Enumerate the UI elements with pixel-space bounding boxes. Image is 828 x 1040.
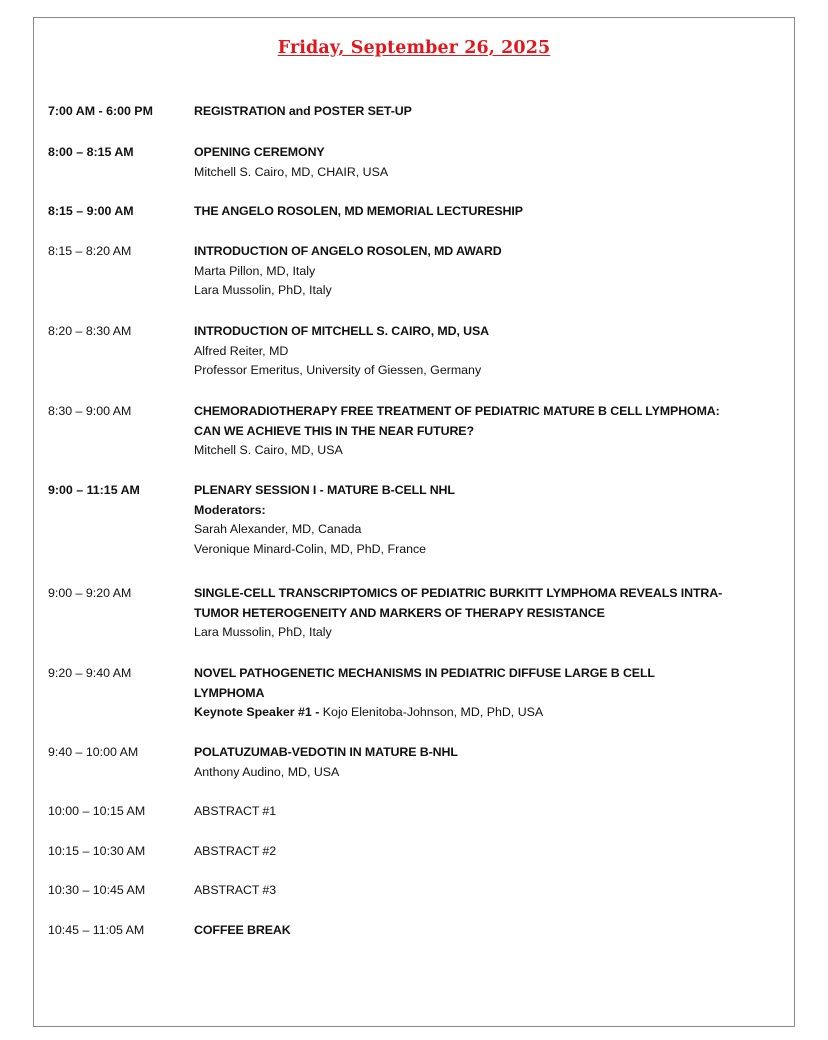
- entry-title: NOVEL PATHOGENETIC MECHANISMS IN PEDIATRIC DIFFUSE LARGE B CELL: [194, 666, 655, 680]
- moderator: Sarah Alexander, MD, Canada: [194, 522, 362, 536]
- keynote-speaker: Kojo Elenitoba-Johnson, MD, PhD, USA: [319, 705, 544, 719]
- entry-title: CHEMORADIOTHERAPY FREE TREATMENT OF PEDIATRIC MATURE B CELL LYMPHOMA:: [194, 404, 720, 418]
- entry-content: [194, 102, 788, 122]
- entry-content: [194, 481, 788, 559]
- entry-speaker: Anthony Audino, MD, USA: [194, 764, 340, 779]
- entry-title: OPENING CEREMONY: [194, 145, 325, 159]
- page-title: Friday, September 26, 2025: [277, 38, 551, 58]
- entry-title: TUMOR HETEROGENEITY AND MARKERS OF THERAPY RESISTANCE: [194, 605, 605, 620]
- entry-time: 9:00 – 9:20 AM: [48, 586, 132, 600]
- entry-time: 9:40 – 10:00 AM: [48, 745, 139, 759]
- entry-content: [194, 584, 788, 643]
- entry-time: 9:20 – 9:40 AM: [48, 666, 132, 680]
- entry-time: 8:00 – 8:15 AM: [48, 145, 134, 159]
- entry-time: 8:20 – 8:30 AM: [48, 324, 132, 338]
- entry-speaker: Mitchell S. Cairo, MD, USA: [194, 443, 343, 457]
- entry-time: 8:15 – 8:20 AM: [48, 244, 132, 258]
- keynote-line: [194, 703, 788, 723]
- entry-title: ABSTRACT #1: [194, 804, 276, 818]
- entry-content: [194, 743, 788, 782]
- keynote-label: Keynote Speaker #1 -: [194, 705, 320, 719]
- entry-title: REGISTRATION and POSTER SET-UP: [194, 104, 412, 118]
- entry-speaker: Lara Mussolin, PhD, Italy: [194, 283, 332, 297]
- entry-time: 10:45 – 11:05 AM: [48, 923, 145, 937]
- entry-title: SINGLE-CELL TRANSCRIPTOMICS OF PEDIATRIC BURKITT LYMPHOMA REVEALS INTRA-: [194, 586, 723, 600]
- entry-content: [194, 143, 788, 182]
- entry-title: CAN WE ACHIEVE THIS IN THE NEAR FUTURE?: [194, 423, 474, 438]
- entry-title: ABSTRACT #2: [194, 844, 276, 858]
- entry-content: [194, 842, 788, 862]
- entry-content: [194, 202, 788, 222]
- entry-speaker-affiliation: Professor Emeritus, University of Giessen, Germany: [194, 363, 482, 377]
- entry-speaker: Mitchell S. Cairo, MD, CHAIR, USA: [194, 164, 389, 179]
- entry-title: INTRODUCTION OF ANGELO ROSOLEN, MD AWARD: [194, 244, 502, 258]
- entry-title: LYMPHOMA: [194, 685, 265, 700]
- moderator: Veronique Minard-Colin, MD, PhD, France: [194, 541, 427, 556]
- entry-title: PLENARY SESSION I - MATURE B-CELL NHL: [194, 483, 455, 497]
- entry-title: INTRODUCTION OF MITCHELL S. CAIRO, MD, USA: [194, 324, 490, 338]
- moderators-label: Moderators:: [194, 502, 266, 517]
- entry-title: POLATUZUMAB-VEDOTIN IN MATURE B-NHL: [194, 745, 458, 759]
- entry-time: 10:00 – 10:15 AM: [48, 804, 146, 818]
- entry-title: COFFEE BREAK: [194, 923, 291, 937]
- entry-time: 10:30 – 10:45 AM: [48, 883, 146, 897]
- entry-time: 8:15 – 9:00 AM: [48, 204, 134, 218]
- entry-time: 9:00 – 11:15 AM: [48, 483, 140, 497]
- entry-title: ABSTRACT #3: [194, 883, 276, 897]
- entry-title: THE ANGELO ROSOLEN, MD MEMORIAL LECTURESHIP: [194, 204, 523, 218]
- entry-time: 7:00 AM - 6:00 PM: [48, 104, 153, 118]
- entry-speaker: Lara Mussolin, PhD, Italy: [194, 625, 332, 639]
- entry-time: 8:30 – 9:00 AM: [48, 404, 132, 418]
- entry-speaker: Alfred Reiter, MD: [194, 343, 289, 358]
- entry-content: [194, 921, 788, 941]
- entry-content: [194, 402, 788, 461]
- entry-content: [194, 322, 788, 381]
- entry-content: [194, 802, 788, 822]
- entry-content: [194, 664, 788, 723]
- entry-content: [194, 881, 788, 901]
- entry-speaker: Marta Pillon, MD, Italy: [194, 263, 316, 278]
- entry-time: 10:15 – 10:30 AM: [48, 844, 146, 858]
- entry-content: [194, 242, 788, 301]
